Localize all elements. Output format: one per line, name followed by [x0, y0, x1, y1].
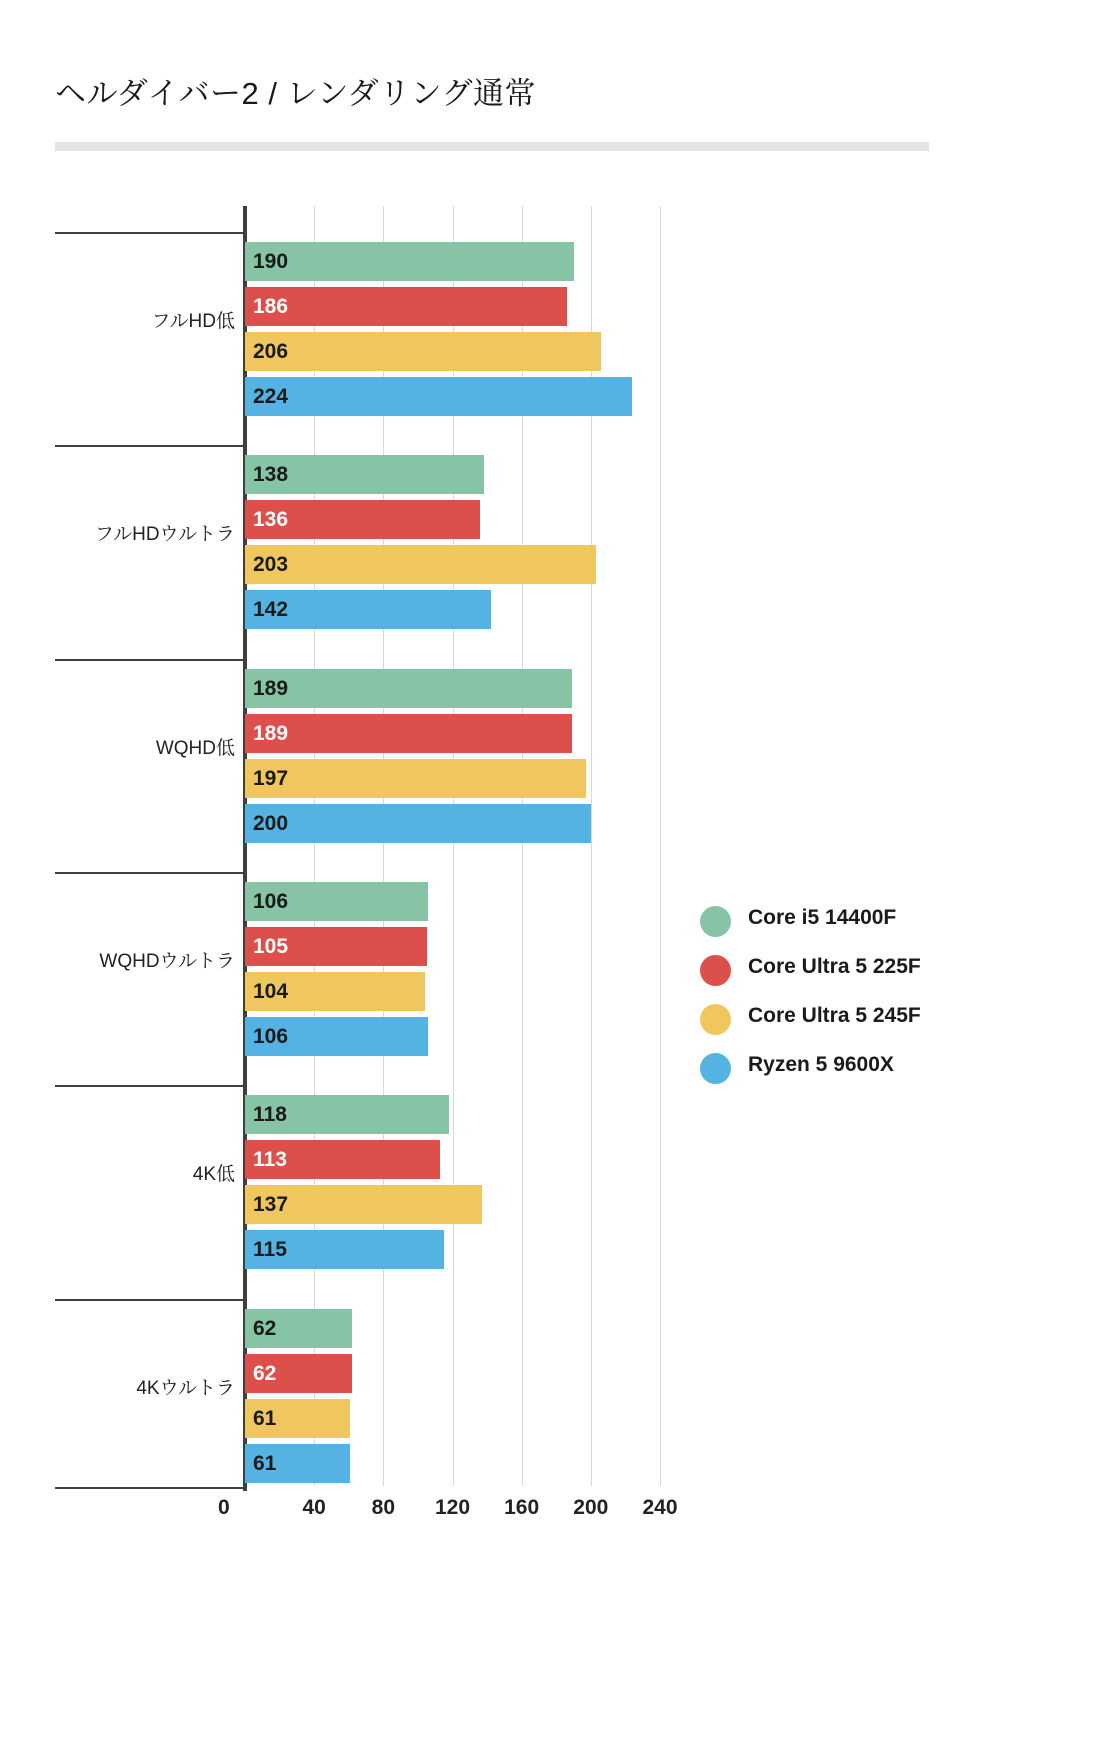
bar	[245, 1444, 350, 1483]
bar	[245, 1399, 350, 1438]
bar	[245, 882, 428, 921]
bar	[245, 669, 572, 708]
bar	[245, 1185, 482, 1224]
bar-value-label: 106	[253, 889, 289, 913]
bar-value-label: 203	[253, 553, 289, 577]
bar-value-label: 105	[253, 934, 289, 958]
bar	[245, 545, 596, 584]
legend-swatch-icon	[700, 1053, 731, 1084]
x-tick-120: 120	[434, 1496, 471, 1519]
bar	[245, 377, 632, 416]
legend-swatch-icon	[700, 906, 731, 937]
bar	[245, 242, 574, 281]
bar	[245, 1017, 428, 1056]
axis-bottom-tick	[55, 1487, 245, 1489]
legend-label: Core Ultra 5 225F	[748, 955, 921, 978]
bar-value-label: 190	[253, 250, 289, 273]
category-separator	[55, 659, 245, 661]
bar-value-label: 206	[253, 340, 289, 363]
legend-item-0[interactable]	[700, 905, 1040, 937]
bar-value-label: 113	[253, 1148, 287, 1172]
x-tick-200: 200	[573, 1496, 609, 1519]
category-label-1: フルHDウルトラ	[94, 524, 235, 546]
category-separator	[55, 872, 245, 874]
gridline	[660, 206, 661, 1486]
legend-item-1[interactable]	[700, 954, 1040, 986]
bar-value-label: 115	[253, 1238, 287, 1262]
x-tick-0: 0	[218, 1496, 230, 1519]
category-label-4: 4K低	[192, 1164, 235, 1186]
legend-label: Core i5 14400F	[748, 906, 897, 929]
legend-label: Core Ultra 5 245F	[748, 1004, 921, 1027]
x-tick-160: 160	[504, 1496, 540, 1519]
category-separator	[55, 1085, 245, 1087]
category-label-5: 4Kウルトラ	[136, 1377, 235, 1399]
bar-value-label: 61	[253, 1451, 277, 1475]
bar	[245, 332, 601, 371]
legend-swatch-icon	[700, 955, 731, 986]
bar-value-label: 104	[253, 979, 289, 1003]
bar	[245, 714, 572, 753]
chart-legend	[700, 905, 1040, 1101]
bar	[245, 972, 425, 1011]
category-separator	[55, 232, 245, 234]
bar-value-label: 142	[253, 598, 289, 622]
category-label-2: WQHD低	[155, 737, 235, 759]
bar-value-label: 137	[253, 1193, 289, 1217]
bar	[245, 1309, 352, 1348]
bar-value-label: 189	[253, 676, 289, 700]
bar	[245, 1354, 352, 1393]
bar	[245, 500, 480, 539]
bar-value-label: 138	[253, 463, 289, 487]
bar	[245, 287, 567, 326]
bar	[245, 1140, 440, 1179]
x-tick-240: 240	[642, 1496, 678, 1519]
category-separator	[55, 1299, 245, 1301]
page-title: ヘルダイバー2 / レンダリング通常	[55, 76, 536, 111]
legend-label: Ryzen 5 9600X	[748, 1053, 894, 1076]
bar	[245, 455, 484, 494]
category-separator	[55, 445, 245, 447]
x-tick-80: 80	[371, 1496, 396, 1519]
title-divider	[55, 142, 929, 151]
x-tick-40: 40	[302, 1496, 326, 1519]
bar-value-label: 186	[253, 295, 289, 318]
bar	[245, 1095, 449, 1134]
bar-value-label: 136	[253, 508, 289, 532]
bar-chart	[0, 180, 1100, 1540]
legend-item-2[interactable]	[700, 1003, 1040, 1035]
bar-value-label: 61	[253, 1406, 277, 1430]
legend-item-3[interactable]	[700, 1052, 1040, 1084]
bar	[245, 1230, 444, 1269]
bar-value-label: 224	[253, 385, 289, 408]
bar-value-label: 62	[253, 1316, 277, 1340]
bar	[245, 759, 586, 798]
bar	[245, 804, 591, 843]
category-label-3: WQHDウルトラ	[99, 950, 235, 972]
bar	[245, 927, 427, 966]
bar	[245, 590, 491, 629]
bar-value-label: 118	[253, 1103, 287, 1127]
bar-value-label: 106	[253, 1024, 289, 1048]
bar-value-label: 62	[253, 1361, 277, 1385]
legend-swatch-icon	[700, 1004, 731, 1035]
category-label-0: フルHD低	[151, 311, 235, 332]
bar-value-label: 200	[253, 811, 289, 835]
bar-value-label: 189	[253, 721, 289, 745]
bar-value-label: 197	[253, 766, 289, 790]
